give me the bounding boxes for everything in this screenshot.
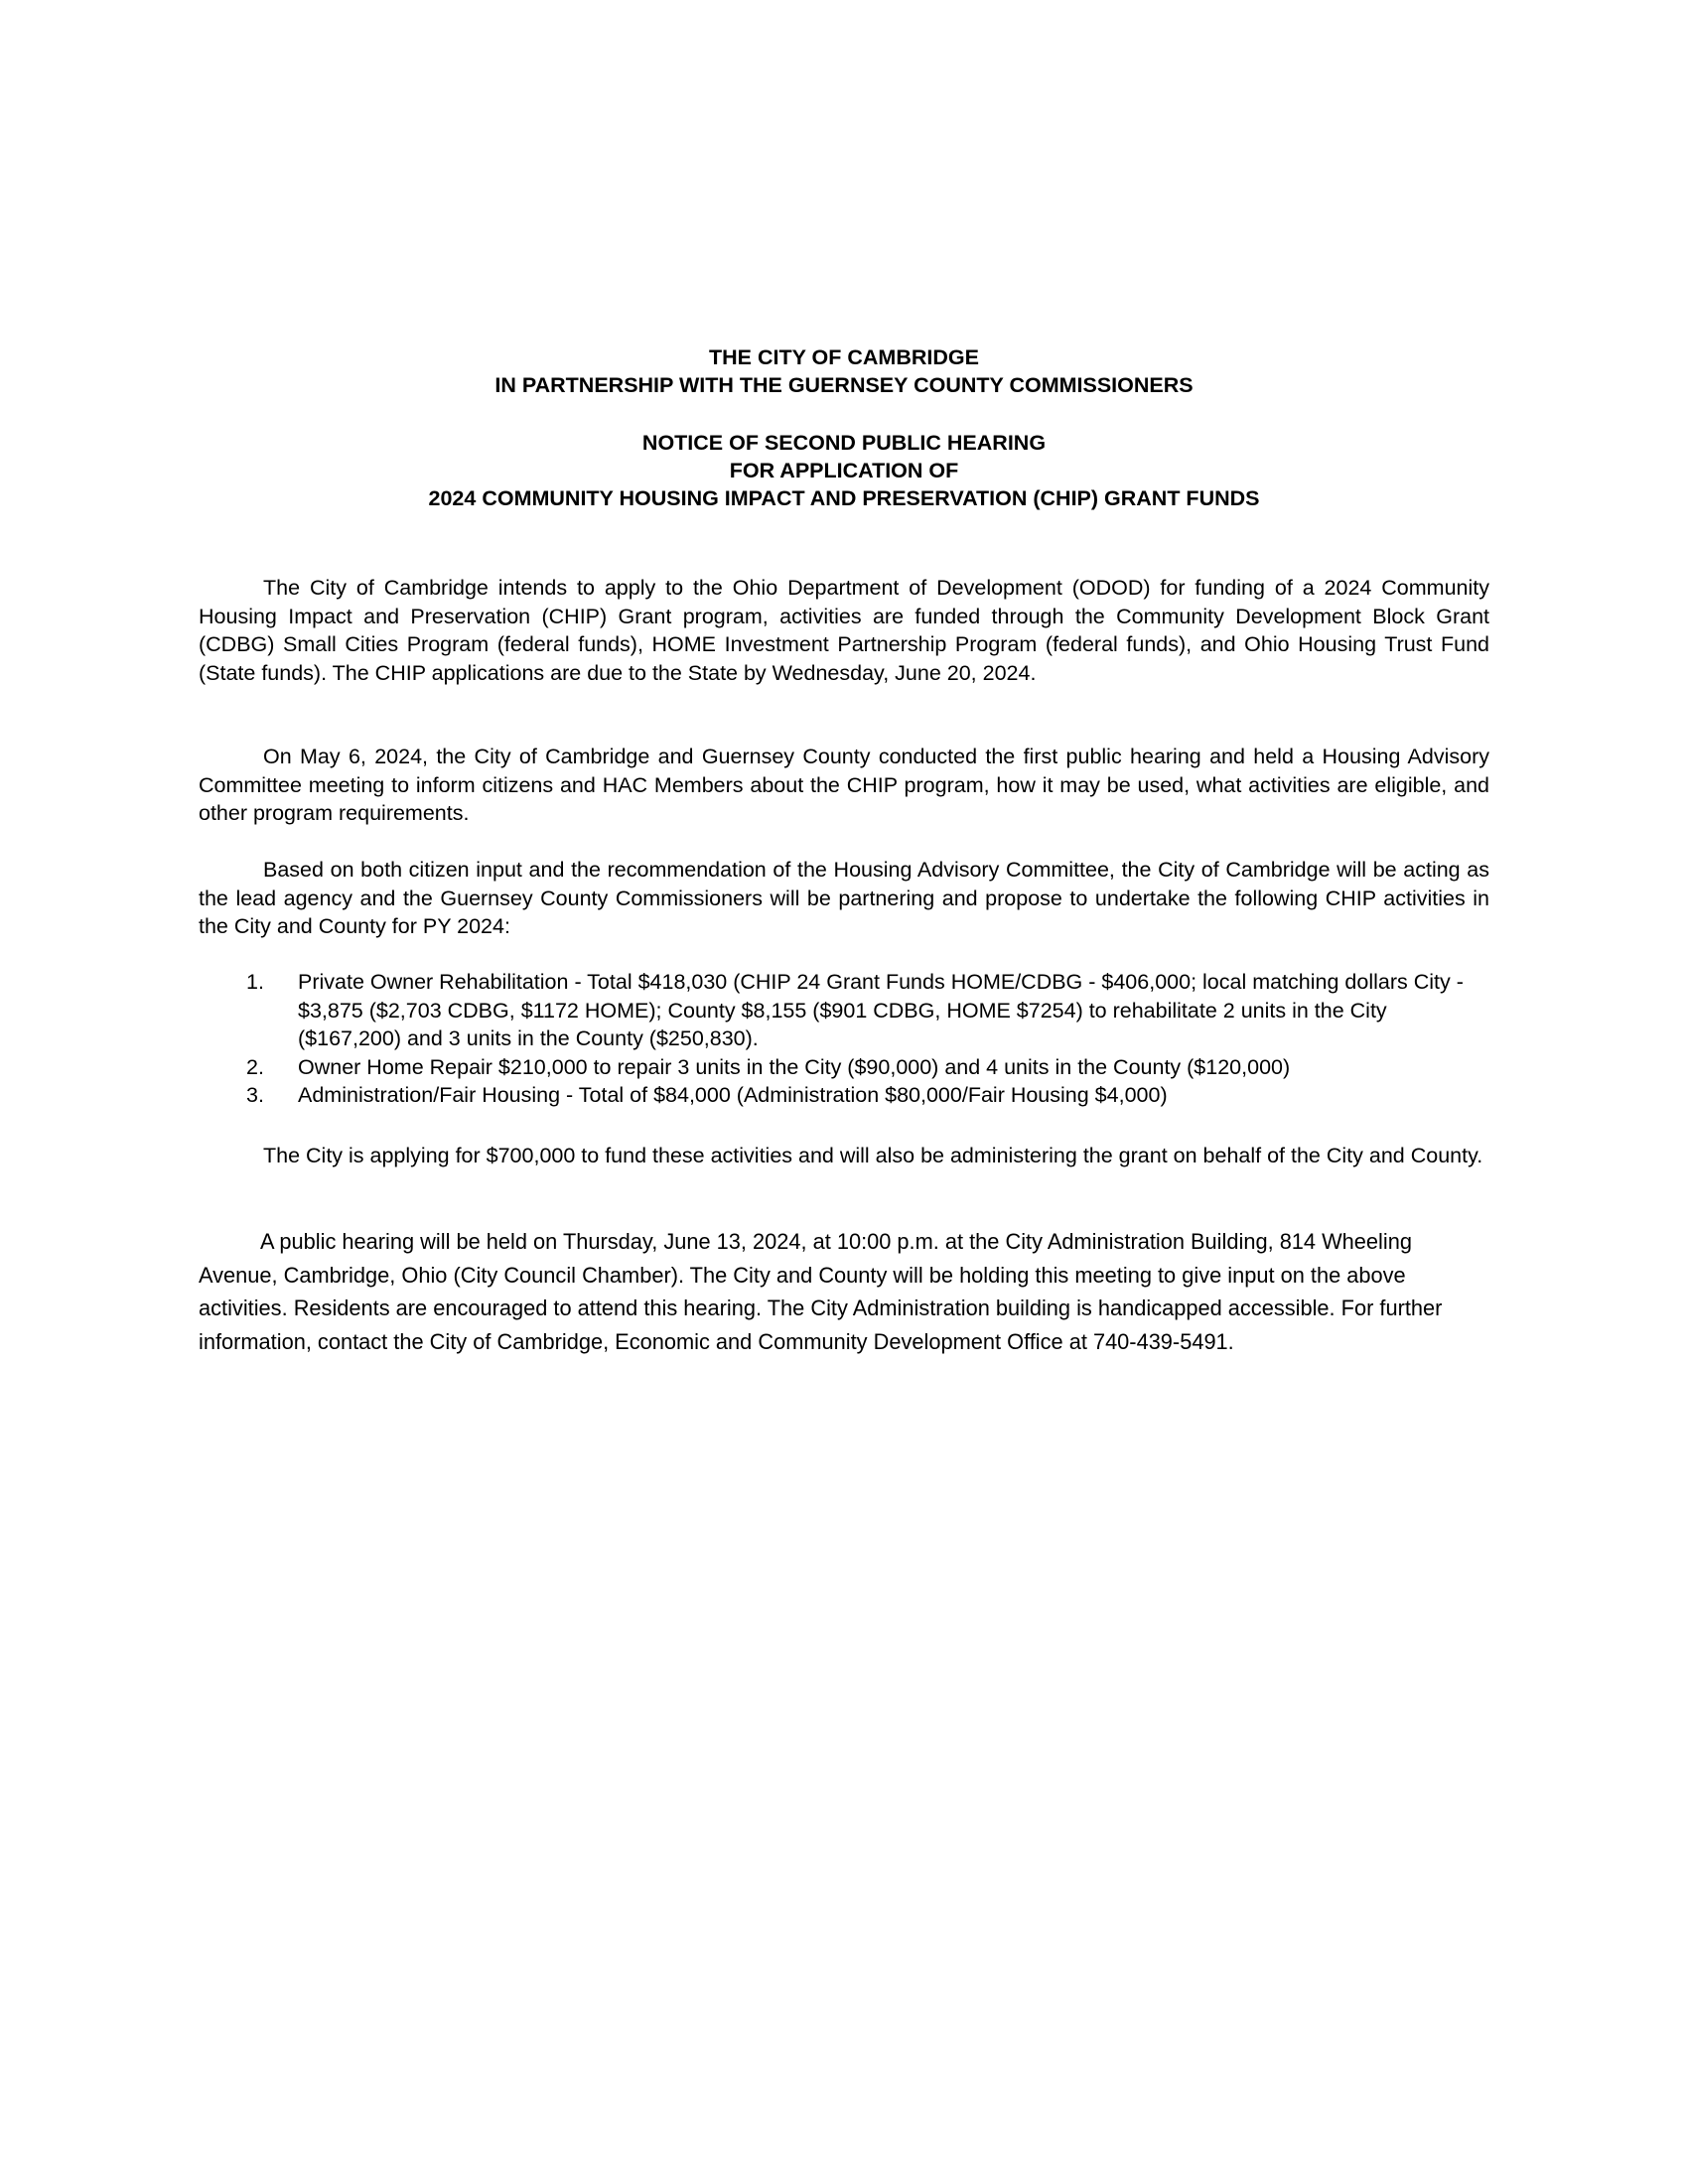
hearing-info-paragraph-text: A public hearing will be held on Thursday, June 13, 2024, at 10:00 p.m. at the City Administration Building, 814 Wheeling Avenue, Cambridge, Ohio (City Council Chamber). The City and County will be holding this meeting to give input on the above activities. Residents are encouraged to attend this hearing. The City Administration building is handicapped accessible. For further information, contact the City of Cambridge, Economic and Community Development Office at 740-439-5491. [199, 1229, 1443, 1354]
first-hearing-paragraph [199, 743, 1489, 828]
list-item-number: 1. [246, 970, 264, 994]
funding-paragraph [199, 1142, 1489, 1170]
intro-paragraph-text: The City of Cambridge intends to apply to the Ohio Department of Development (ODOD) for funding of a 2024 Community Housing Impact and Preservation (CHIP) Grant program, activities are funded through the Community Development Block Grant (CDBG) Small Cities Program (federal funds), HOME Investment Partnership Program (federal funds), and Ohio Housing Trust Fund (State funds). The CHIP applications are due to the State by Wednesday, June 20, 2024. [199, 576, 1489, 685]
notice-title-line-2: FOR APPLICATION OF [729, 459, 959, 482]
funding-paragraph-text: The City is applying for $700,000 to fund these activities and will also be administering the grant on behalf of the City and County. [263, 1144, 1483, 1167]
list-item-text: Owner Home Repair $210,000 to repair 3 units in the City ($90,000) and 4 units in the County ($120,000) [298, 1054, 1291, 1079]
intro-paragraph [199, 574, 1489, 687]
header-city-title: THE CITY OF CAMBRIDGE [709, 345, 979, 369]
notice-title [199, 429, 1489, 512]
list-item [199, 1081, 1489, 1110]
list-item-text: Private Owner Rehabilitation - Total $418,030 (CHIP 24 Grant Funds HOME/CDBG - $406,000; local matching dollars City - $3,875 ($2,703 CDBG, $1172 HOME); County $8,155 ($901 CDBG, HOME $7254) to rehabilitate 2 units in the City ($167,200) and 3 units in the County ($250,830). [298, 970, 1464, 1051]
list-item-number: 3. [246, 1083, 264, 1108]
hearing-info-paragraph [199, 1225, 1489, 1358]
activities-list [199, 968, 1489, 1110]
notice-title-line-1: NOTICE OF SECOND PUBLIC HEARING [641, 431, 1047, 455]
list-item [199, 968, 1489, 1053]
activities-intro-paragraph [199, 856, 1489, 941]
document-header [199, 343, 1489, 399]
list-item-text: Administration/Fair Housing - Total of $84,000 (Administration $80,000/Fair Housing $4,000) [298, 1083, 1168, 1108]
activities-intro-paragraph-text: Based on both citizen input and the recommendation of the Housing Advisory Committee, the City of Cambridge will be acting as the lead agency and the Guernsey County Commissioners will be partnering and propose to undertake the following CHIP activities in the City and County for PY 2024: [199, 858, 1489, 939]
first-hearing-paragraph-text: On May 6, 2024, the City of Cambridge and Guernsey County conducted the first public hearing and held a Housing Advisory Committee meeting to inform citizens and HAC Members about the CHIP program, how it may be used, what activities are eligible, and other program requirements. [199, 745, 1489, 826]
list-item-number: 2. [246, 1054, 264, 1079]
notice-title-line-3: 2024 COMMUNITY HOUSING IMPACT AND PRESERVATION (CHIP) GRANT FUNDS [428, 486, 1260, 510]
header-partnership-title: IN PARTNERSHIP WITH THE GUERNSEY COUNTY COMMISSIONERS [494, 373, 1194, 397]
list-item [199, 1053, 1489, 1082]
